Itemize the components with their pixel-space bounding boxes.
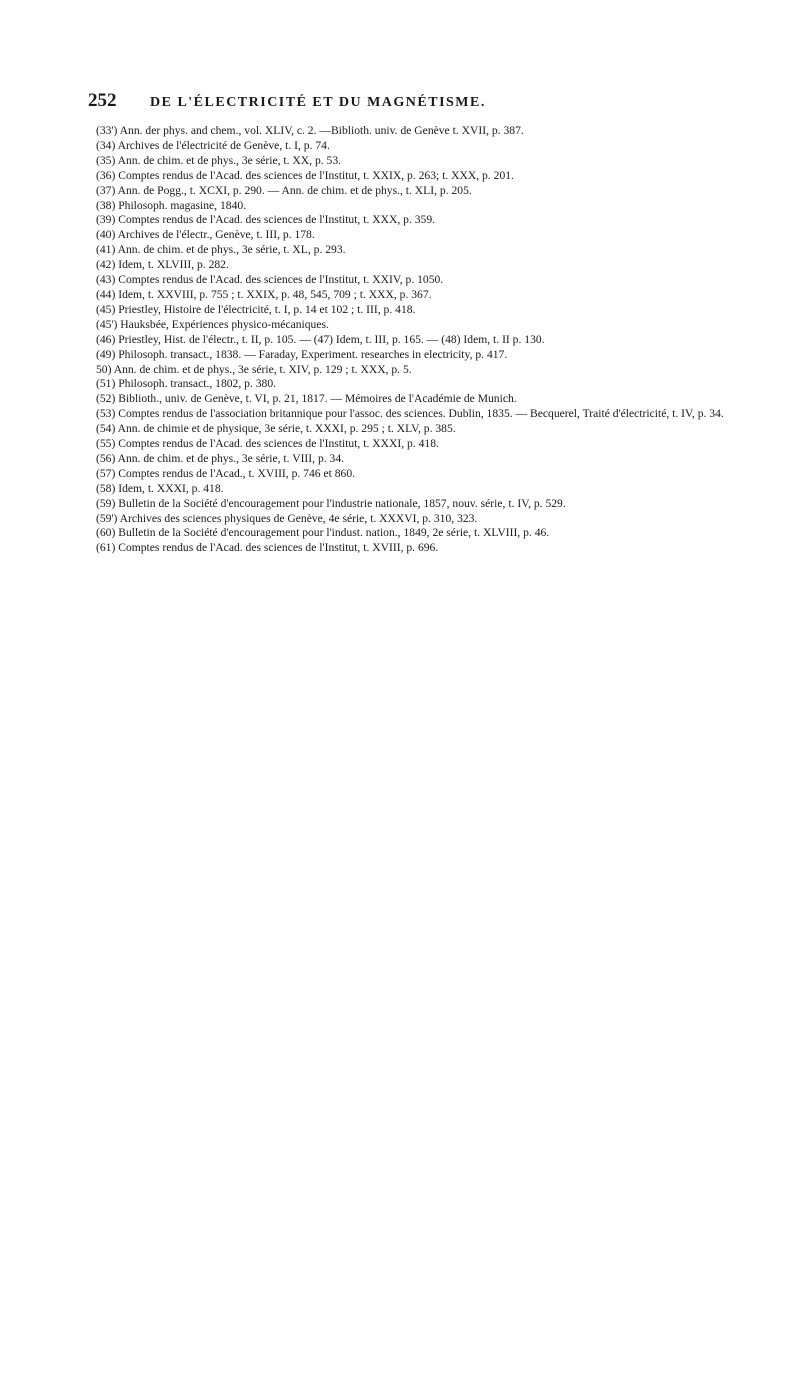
bibliography-entry: (40) Archives de l'électr., Genève, t. III, p. 178. [96,228,315,242]
bibliography-entry: 50) Ann. de chim. et de phys., 3e série, t. XIV, p. 129 ; t. XXX, p. 5. [96,362,412,376]
page-header [88,90,774,116]
bibliography-entry: (52) Biblioth., univ. de Genève, t. VI, p. 21, 1817. — Mémoires de l'Académie de Munich. [96,392,517,406]
bibliography-entry: (55) Comptes rendus de l'Acad. des sciences de l'Institut, t. XXXI, p. 418. [96,437,439,451]
bibliography-entry: (45) Priestley, Histoire de l'électricité, t. I, p. 14 et 102 ; t. III, p. 418. [96,302,416,316]
bibliography-entry: (56) Ann. de chim. et de phys., 3e série, t. VIII, p. 34. [96,451,345,465]
bibliography-entry: (61) Comptes rendus de l'Acad. des sciences de l'Institut, t. XVIII, p. 696. [96,541,439,555]
bibliography-entry: (58) Idem, t. XXXI, p. 418. [96,481,224,495]
running-title: DE L'ÉLECTRICITÉ ET DU MAGNÉTISME. [150,95,486,110]
bibliography-entry: (59') Archives des sciences physiques de Genève, 4e série, t. XXXVI, p. 310, 323. [96,511,478,525]
bibliography-entry: (36) Comptes rendus de l'Acad. des sciences de l'Institut, t. XXIX, p. 263; t. XXX, p. 201. [96,168,514,182]
page [88,90,774,556]
bibliography-entry: (54) Ann. de chimie et de physique, 3e série, t. XXXI, p. 295 ; t. XLV, p. 385. [96,422,456,436]
bibliography-entry: (35) Ann. de chim. et de phys., 3e série, t. XX, p. 53. [96,153,342,167]
bibliography-entry: (38) Philosoph. magasine, 1840. [96,198,247,212]
bibliography-entry: (34) Archives de l'électricité de Genève, t. I, p. 74. [96,138,330,152]
bibliography-entry: (53) Comptes rendus de l'association britannique pour l'assoc. des sciences. Dublin, 1835. — Becquerel, Traité d'électricité, t. IV, p. 34. [96,407,724,421]
page-number: 252 [88,90,117,111]
bibliography-list [88,124,774,556]
bibliography-entry: (49) Philosoph. transact., 1838. — Faraday, Experiment. researches in electricity, p. 417. [96,347,508,361]
bibliography-entry: (33') Ann. der phys. and chem., vol. XLIV, c. 2. —Biblioth. univ. de Genève t. XVII, p. 387. [96,124,524,137]
bibliography-entry: (43) Comptes rendus de l'Acad. des sciences de l'Institut, t. XXIV, p. 1050. [96,273,444,287]
bibliography-entry: (37) Ann. de Pogg., t. XCXI, p. 290. — Ann. de chim. et de phys., t. XLI, p. 205. [96,183,472,197]
bibliography-entry: (59) Bulletin de la Société d'encouragement pour l'industrie nationale, 1857, nouv. série, t. IV, p. 529. [96,496,566,510]
bibliography-entry: (57) Comptes rendus de l'Acad., t. XVIII, p. 746 et 860. [96,466,356,480]
bibliography-entry: (45') Hauksbée, Expériences physico-mécaniques. [96,317,329,331]
bibliography-entry: (60) Bulletin de la Société d'encouragement pour l'indust. nation., 1849, 2e série, t. XLVIII, p. 46. [96,526,550,540]
bibliography-entry: (41) Ann. de chim. et de phys., 3e série, t. XL, p. 293. [96,243,346,257]
bibliography-entry: (46) Priestley, Hist. de l'électr., t. II, p. 105. — (47) Idem, t. III, p. 165. — (48) Idem, t. II p. 130. [96,332,545,346]
bibliography-entry: (51) Philosoph. transact., 1802, p. 380. [96,377,277,391]
bibliography-entry: (44) Idem, t. XXVIII, p. 755 ; t. XXIX, p. 48, 545, 709 ; t. XXX, p. 367. [96,287,432,301]
bibliography-entry: (39) Comptes rendus de l'Acad. des sciences de l'Institut, t. XXX, p. 359. [96,213,436,227]
bibliography-entry: (42) Idem, t. XLVIII, p. 282. [96,258,229,272]
